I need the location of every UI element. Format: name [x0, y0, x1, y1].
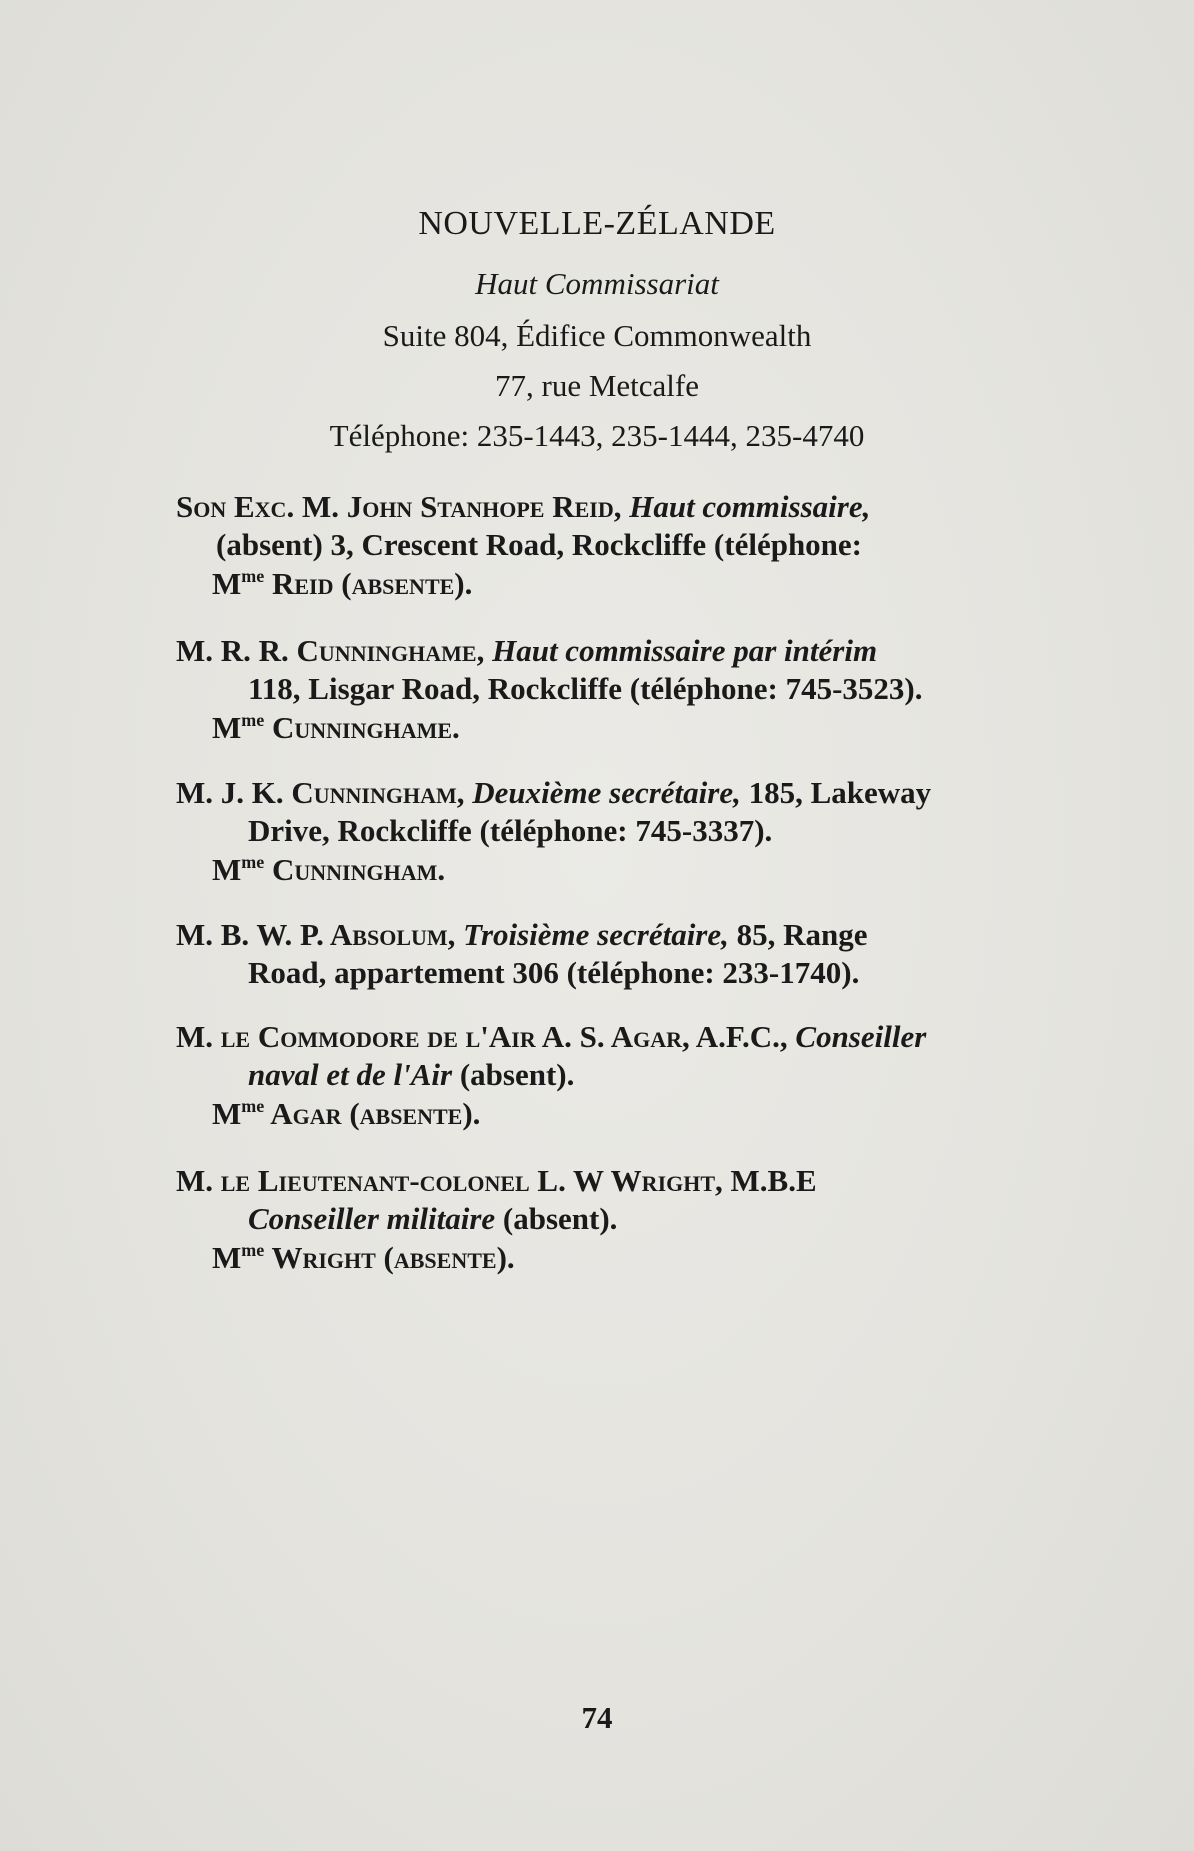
- spouse-name: Agar (absente).: [264, 1096, 481, 1131]
- entry-title: Conseiller: [795, 1019, 927, 1054]
- staff-entry-wright: [176, 1162, 1090, 1238]
- spouse-honorific: M: [212, 852, 242, 887]
- entry-line: [176, 774, 1090, 812]
- entry-title: Deuxième secrétaire,: [472, 775, 741, 810]
- entry-title: Haut commissaire par intérim: [492, 633, 878, 668]
- staff-entry-absolum: [176, 916, 1090, 992]
- entry-address: [176, 1200, 1090, 1238]
- entry-title: Troisième secrétaire,: [463, 917, 729, 952]
- spouse-name: Wright (absente).: [264, 1240, 515, 1275]
- entry-status: (absent).: [495, 1201, 618, 1236]
- spouse-name: Cunninghame.: [264, 710, 460, 745]
- spouse-honorific: M: [212, 1096, 242, 1131]
- telephone-line: Téléphone: 235-1443, 235-1444, 235-4740: [329, 418, 865, 453]
- spouse-honorific: M: [212, 566, 242, 601]
- spouse-entry-reid: [212, 566, 472, 602]
- address-line-2: 77, rue Metcalfe: [495, 368, 699, 403]
- entry-address: Road, appartement 306 (téléphone: 233-1740).: [248, 955, 860, 990]
- entry-address: Drive, Rockcliffe (téléphone: 745-3337).: [248, 813, 773, 848]
- page-number: 74: [581, 1700, 613, 1735]
- entry-title: Haut commissaire,: [629, 489, 871, 524]
- spouse-entry-agar: [212, 1096, 480, 1132]
- spouse-honorific: M: [212, 1240, 242, 1275]
- country-heading: NOUVELLE-ZÉLANDE: [418, 205, 776, 242]
- entry-title-continued: naval et de l'Air: [248, 1057, 453, 1092]
- entry-status: (absent).: [452, 1057, 575, 1092]
- spouse-honorific-sup: me: [241, 710, 265, 730]
- office-subtitle: Haut Commissariat: [475, 266, 719, 301]
- spouse-honorific-sup: me: [241, 1096, 265, 1116]
- entry-line: [176, 1018, 1090, 1056]
- spouse-entry-wright: [212, 1240, 515, 1276]
- entry-name: M. le Commodore de l'Air A. S. Agar, A.F.C.,: [176, 1019, 788, 1054]
- spouse-honorific-sup: me: [241, 852, 265, 872]
- entry-address-start: 185, Lakeway: [740, 775, 932, 810]
- entry-address: (absent) 3, Crescent Road, Rockcliffe (téléphone:: [216, 527, 863, 562]
- entry-line: [176, 488, 1090, 526]
- entry-line: [176, 916, 1090, 954]
- entry-address: 118, Lisgar Road, Rockcliffe (téléphone: 745-3523).: [248, 671, 923, 706]
- staff-entry-reid: [176, 488, 1090, 564]
- entry-name: M. R. R. Cunninghame,: [176, 633, 485, 668]
- staff-entry-agar: [176, 1018, 1090, 1094]
- entry-name: M. le Lieutenant-colonel L. W Wright, M.B.E: [176, 1163, 817, 1198]
- spouse-honorific-sup: me: [241, 1240, 265, 1260]
- entry-address: [176, 1056, 1090, 1094]
- entry-name: Son Exc. M. John Stanhope Reid,: [176, 489, 622, 524]
- spouse-entry-cunningham: [212, 852, 445, 888]
- address-line-1: Suite 804, Édifice Commonwealth: [382, 318, 812, 353]
- spouse-honorific: M: [212, 710, 242, 745]
- entry-line: [176, 632, 1090, 670]
- spouse-name: Cunningham.: [264, 852, 446, 887]
- spouse-honorific-sup: me: [241, 566, 265, 586]
- entry-line: [176, 1162, 1090, 1200]
- staff-entry-cunninghame: [176, 632, 1090, 708]
- entry-address-start: 85, Range: [728, 917, 868, 952]
- entry-name: M. J. K. Cunningham,: [176, 775, 465, 810]
- entry-title: Conseiller militaire: [248, 1201, 496, 1236]
- entry-name: M. B. W. P. Absolum,: [176, 917, 456, 952]
- spouse-name: Reid (absente).: [264, 566, 473, 601]
- staff-entry-cunningham: [176, 774, 1090, 850]
- spouse-entry-cunninghame: [212, 710, 460, 746]
